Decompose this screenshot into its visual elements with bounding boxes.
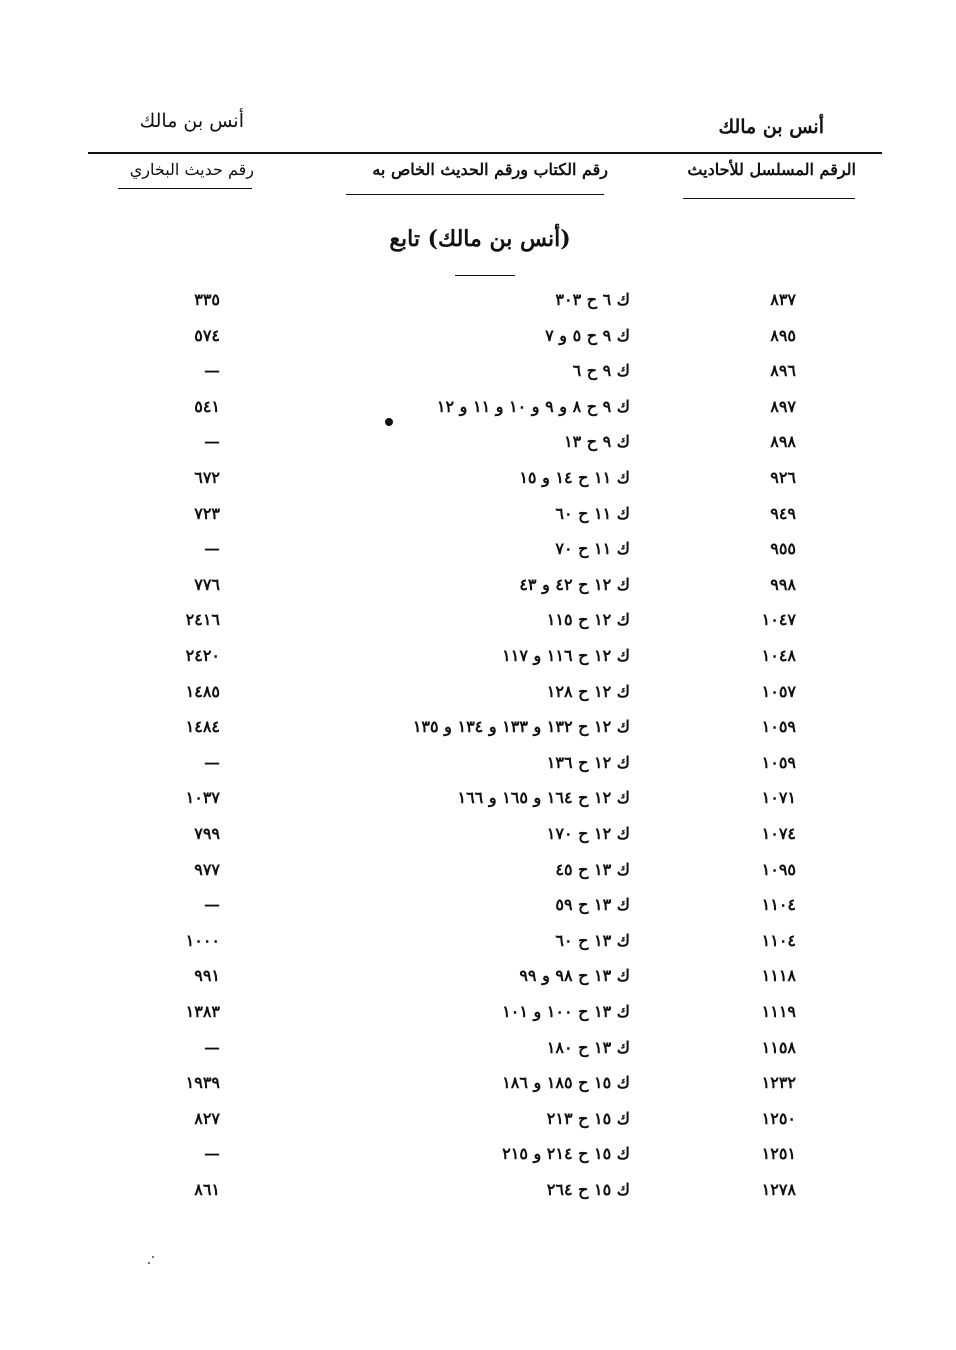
column-header-serial: الرقم المسلسل للأحاديث [687,160,856,179]
book-hadith-reference: ك ١١ ح ٦٠ [555,503,630,523]
book-hadith-reference: ك ٩ ح ٥ و ٧ [545,325,630,345]
column-header-serial-underline [683,198,855,199]
serial-number: ٨٩٧ [770,396,796,416]
book-hadith-reference: ك ١١ ح ١٤ و ١٥ [519,468,630,487]
bukhari-number: ٨٢٧ [194,1108,220,1128]
table-row [0,432,956,468]
serial-number: ٨٩٥ [770,325,796,345]
table-row [0,610,956,646]
table-row [0,1038,956,1074]
serial-number: ١١٠٤ [761,895,796,915]
book-hadith-reference: ك ٦ ح ٣٠٣ [555,290,630,309]
table-row [0,1144,956,1180]
bukhari-number: ١٠٠٠ [185,930,220,950]
serial-number: ٩٥٥ [770,539,796,559]
serial-number: ١٠٥٩ [761,717,796,737]
serial-number: ١٢٥١ [761,1144,796,1164]
table-row [0,539,956,575]
book-hadith-reference: ك ٩ ح ٨ و ٩ و ١٠ و ١١ و ١٢ [436,396,630,416]
bukhari-number: ٨٦١ [194,1180,220,1199]
serial-number: ١١١٨ [761,966,796,986]
bukhari-number: ٩٩١ [194,966,220,986]
serial-number: ١٠٥٧ [761,681,796,701]
serial-number: ٩٤٩ [770,503,796,523]
bukhari-number: — [204,1037,220,1057]
serial-number: ٨٩٨ [770,432,796,452]
bukhari-number: ٥٧٤ [194,325,220,345]
book-hadith-reference: ك ٩ ح ١٣ [563,432,630,452]
book-hadith-reference: ك ١٣ ح ١٠٠ و ١٠١ [502,1002,630,1021]
serial-number: ١٠٧١ [761,788,796,808]
book-hadith-reference: ك ١٢ ح ٤٢ و ٤٣ [519,574,630,594]
book-hadith-reference: ك ١٥ ح ٢١٤ و ٢١٥ [502,1144,630,1164]
serial-number: ١٢٣٢ [761,1073,796,1093]
table-row [0,575,956,611]
bukhari-number: ٧٢٣ [194,503,220,523]
bukhari-number: ٥٤١ [194,396,220,416]
bukhari-number: ١٤٨٥ [185,681,220,701]
serial-number: ٩٢٦ [770,468,796,487]
table-row [0,326,956,362]
serial-number: ١٢٧٨ [761,1180,796,1199]
ink-dot [385,418,393,426]
book-hadith-reference: ك ١٢ ح ١١٥ [546,610,630,630]
serial-number: ١٠٥٩ [761,752,796,772]
column-header-reference-underline [346,194,604,195]
book-hadith-reference: ك ١٢ ح ١٧٠ [546,824,630,843]
section-title-rule [455,275,515,276]
ink-speck [152,1256,154,1258]
table-row [0,717,956,753]
table-row [0,397,956,433]
table-row [0,1002,956,1038]
book-hadith-reference: ك ١٢ ح ١٣٦ [546,752,630,772]
serial-number: ١٢٥٠ [761,1108,796,1128]
book-hadith-reference: ك ١١ ح ٧٠ [555,539,630,559]
book-hadith-reference: ك ١٥ ح ٢٦٤ [546,1180,630,1199]
bukhari-number: ١٤٨٤ [185,717,220,737]
table-row [0,1109,956,1145]
table-row [0,895,956,931]
bukhari-number: ٢٤٢٠ [185,646,220,665]
bukhari-number: ٦٧٢ [194,468,220,487]
table-row [0,646,956,682]
bukhari-number: ١٣٨٣ [185,1002,220,1021]
bukhari-number: ٣٣٥ [194,290,220,309]
table-row [0,931,956,967]
bukhari-number: — [204,432,220,452]
table-row [0,788,956,824]
book-hadith-reference: ك ١٣ ح ٥٩ [555,895,630,915]
section-title: (أنس بن مالك) تابع [389,226,571,252]
column-header-bukhari-underline [118,188,252,189]
book-hadith-reference: ك ٩ ح ٦ [572,361,630,381]
bukhari-number: ٧٧٦ [194,574,220,594]
book-hadith-reference: ك ١٥ ح ١٨٥ و ١٨٦ [502,1073,630,1093]
book-hadith-reference: ك ١٣ ح ٤٥ [555,859,630,879]
table-row [0,753,956,789]
book-hadith-reference: ك ١٣ ح ١٨٠ [546,1037,630,1057]
bukhari-number: ١٠٣٧ [185,788,220,808]
serial-number: ٨٩٦ [770,361,796,381]
column-header-reference: رقم الكتاب ورقم الحديث الخاص به [372,160,608,179]
book-hadith-reference: ك ١٢ ح ١٢٨ [546,681,630,701]
serial-number: ١١٠٤ [761,930,796,950]
running-header-left: أنس بن مالك [139,110,244,132]
bukhari-number: ٢٤١٦ [185,610,220,630]
book-hadith-reference: ك ١٢ ح ١١٦ و ١١٧ [502,646,630,665]
table-row [0,1180,956,1216]
book-hadith-reference: ك ١٥ ح ٢١٣ [546,1108,630,1128]
book-hadith-reference: ك ١٣ ح ٦٠ [555,930,630,950]
serial-number: ١٠٩٥ [761,859,796,879]
bukhari-number: — [204,361,220,381]
table-row [0,682,956,718]
table-row [0,504,956,540]
column-header-bukhari: رقم حديث البخاري [129,160,254,179]
serial-number: ١٠٤٨ [761,646,796,665]
table-row [0,860,956,896]
table-row [0,468,956,504]
table-row [0,290,956,326]
serial-number: ١٠٧٤ [761,824,796,843]
serial-number: ٨٣٧ [770,290,796,309]
header-rule [88,152,882,154]
serial-number: ١١٥٨ [761,1037,796,1057]
table-row [0,966,956,1002]
bukhari-number: ٧٩٩ [194,824,220,843]
table-row [0,361,956,397]
serial-number: ١٠٤٧ [761,610,796,630]
book-hadith-reference: ك ١٢ ح ١٣٢ و ١٣٣ و ١٣٤ و ١٣٥ [412,717,630,737]
bukhari-number: — [204,895,220,915]
book-hadith-reference: ك ١٣ ح ٩٨ و ٩٩ [519,966,630,986]
ink-speck [148,1262,150,1264]
table-row [0,824,956,860]
serial-number: ١١١٩ [761,1002,796,1021]
serial-number: ٩٩٨ [770,574,796,594]
table-row [0,1073,956,1109]
book-hadith-reference: ك ١٢ ح ١٦٤ و ١٦٥ و ١٦٦ [457,788,630,808]
bukhari-number: — [204,539,220,559]
bukhari-number: — [204,1144,220,1164]
bukhari-number: ٩٧٧ [194,859,220,879]
running-header-right: أنس بن مالك [718,116,824,138]
bukhari-number: ١٩٣٩ [185,1073,220,1093]
bukhari-number: — [204,752,220,772]
